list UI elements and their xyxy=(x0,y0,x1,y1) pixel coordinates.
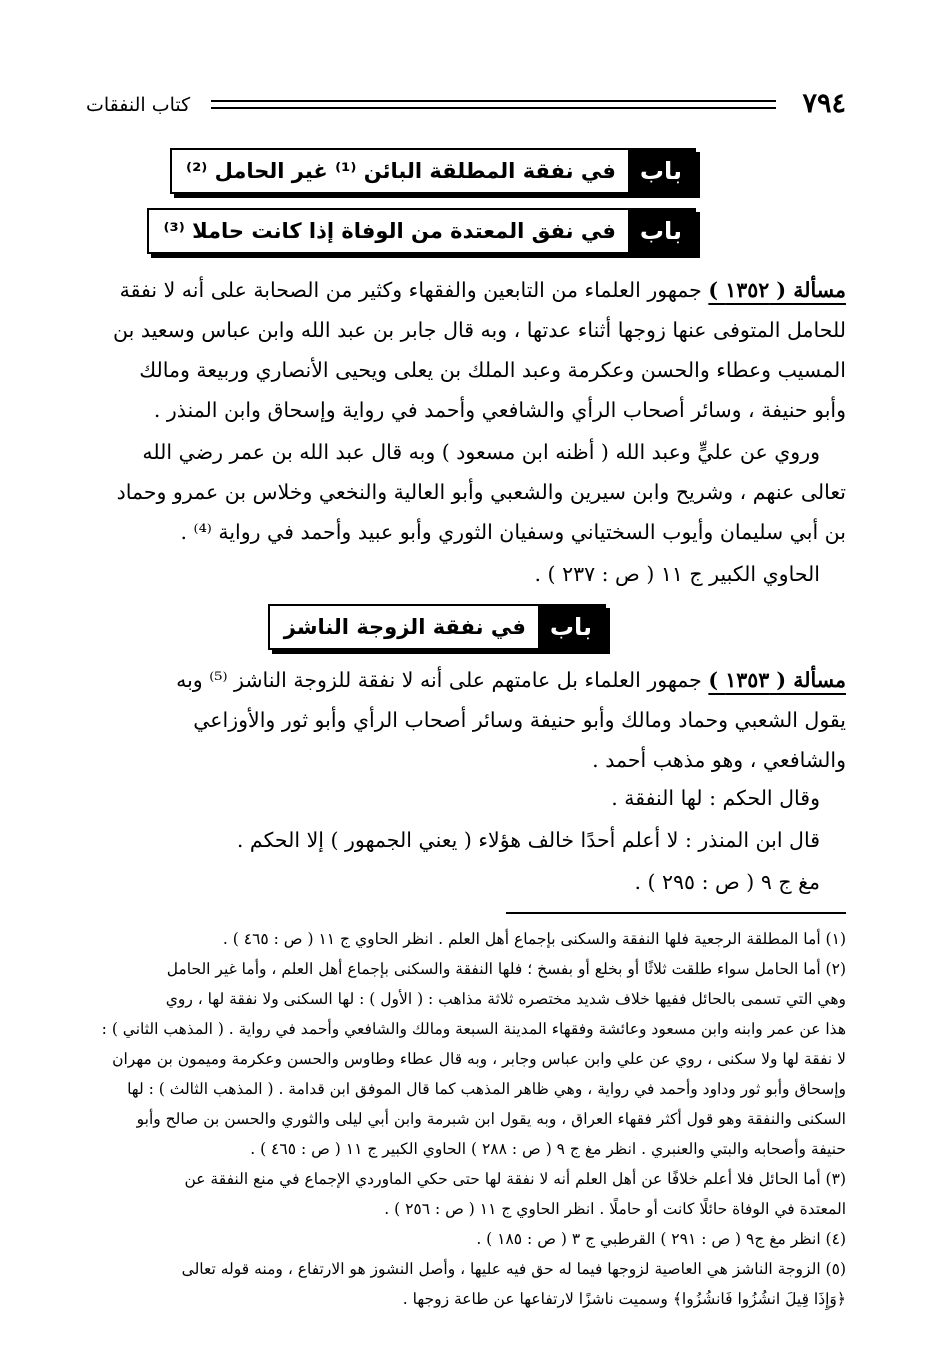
chapter-heading-3 xyxy=(268,604,606,650)
text-line: يقول الشعبي وحماد ومالك وأبو حنيفة وسائر أصحاب الرأي وأبو ثور والأوزاعي xyxy=(193,708,846,732)
chapter-label: باب xyxy=(538,606,604,648)
issue-1352 xyxy=(86,270,846,430)
source-citation: الحاوي الكبير ج ١١ ( ص : ٢٣٧ ) . xyxy=(534,562,820,586)
chapter-label: باب xyxy=(628,150,694,192)
text-line: للحامل المتوفى عنها زوجها أثناء عدتها ، وبه قال جابر بن عبد الله وابن عباس وسعيد بن xyxy=(113,318,846,342)
footnote-line: (١) أما المطلقة الرجعية فلها النفقة والسكنى بإجماع أهل العلم . انظر الحاوي ج ١١ ( ص : ٤٦٥ ) . xyxy=(222,930,846,948)
chapter-title: في نفقة الزوجة الناشز xyxy=(283,615,526,639)
book-title: كتاب النفقات xyxy=(86,94,191,116)
source-citation: مغ ج ٩ ( ص : ٢٩٥ ) . xyxy=(634,870,820,894)
footnote-line: ﴿وَإِذَا قِيلَ انشُزُوا فَانشُزُوا﴾ وسميت ناشزًا لارتفاعها عن طاعة زوجها . xyxy=(402,1290,846,1308)
text-line: بن أبي سليمان وأيوب السختياني وسفيان الثوري وأبو عبيد وأحمد في رواية ⁽⁴⁾ . xyxy=(180,520,846,544)
footnote-line: لا نفقة لها ولا سكنى ، روي عن علي وابن عباس وجابر ، وبه قال عطاء وطاوس والحسن وعكرمة وميمون بن مهران xyxy=(112,1050,846,1068)
footnote-line: حنيفة وأصحابه والبتي والعنبري . انظر مغ ج ٩ ( ص : ٢٨٨ ) الحاوي الكبير ج ١١ ( ص : ٤٦٥ ) . xyxy=(250,1140,846,1158)
issue-1353 xyxy=(86,660,846,780)
running-header xyxy=(86,86,846,126)
page-number: ٧٩٤ xyxy=(802,88,846,119)
chapter-title: في نفقة المطلقة البائن ⁽¹⁾ غير الحامل ⁽²⁾ xyxy=(186,159,616,183)
footnote-line: السكنى والنفقة وهو قول أكثر فقهاء العراق ، وبه يقول ابن شبرمة وابن أبي ليلى والثوري والحسن بن صالح وأبو xyxy=(136,1110,846,1128)
issue-1352-para2 xyxy=(86,432,846,552)
book-page xyxy=(86,86,846,1336)
footnote-line: (٤) انظر مغ ج٩ ( ص : ٢٩١ ) القرطبي ج ٣ ( ص : ١٨٥ ) . xyxy=(476,1230,846,1248)
text-line: المسيب وعطاء والحسن وعكرمة وعبد الملك بن يعلى ويحيى الأنصاري وربيعة ومالك xyxy=(139,358,846,382)
footnote-line: (٥) الزوجة الناشز هي العاصية لزوجها فيما له حق فيه عليها ، وأصل النشوز هو الارتفاع ، ومنه قوله تعالى xyxy=(181,1260,846,1278)
chapter-heading-1 xyxy=(170,148,696,194)
header-rule xyxy=(211,100,776,109)
footnote-line: وإسحاق وأبو ثور وداود وأحمد في رواية ، وهي ظاهر المذهب كما قال الموفق ابن قدامة . ( المذهب الثالث ) : لها xyxy=(127,1080,846,1098)
footnote-line: وهي التي تسمى بالحائل ففيها خلاف شديد مختصره ثلاثة مذاهب : ( الأول ) : لها السكنى ولا نفقة لها ، روي xyxy=(165,990,846,1008)
quote-line: قال ابن المنذر : لا أعلم أحدًا خالف هؤلاء ( يعني الجمهور ) إلا الحكم . xyxy=(236,828,820,852)
text-line: وأبو حنيفة ، وسائر أصحاب الرأي والشافعي وأحمد في رواية وإسحاق وابن المنذر . xyxy=(153,398,846,422)
footnote-line: هذا عن عمر وابنه وابن مسعود وعائشة وفقهاء المدينة السبعة ومالك والشافعي وأحمد في رواية . ( المذهب الثاني ) : xyxy=(101,1020,846,1038)
text-line: والشافعي ، وهو مذهب أحمد . xyxy=(592,748,846,772)
text-line: مسألة ( ١٣٥٣ ) جمهور العلماء بل عامتهم على أنه لا نفقة للزوجة الناشز ⁽⁵⁾ وبه xyxy=(176,668,846,692)
issue-label: مسألة ( ١٣٥٢ ) xyxy=(708,278,846,302)
quote-line: وقال الحكم : لها النفقة . xyxy=(611,786,820,810)
footnotes xyxy=(86,924,846,1314)
issue-label: مسألة ( ١٣٥٣ ) xyxy=(708,668,846,692)
chapter-heading-2 xyxy=(147,208,696,254)
footnote-line: (٢) أما الحامل سواء طلقت ثلاثًا أو بخلع أو بفسخ ؛ فلها النفقة والسكنى بإجماع أهل العلم ، وأما غير الحامل xyxy=(166,960,846,978)
text-line: تعالى عنهم ، وشريح وابن سيرين والشعبي وأبو العالية والنخعي وخلاس بن عمرو وحماد xyxy=(116,480,846,504)
chapter-title: في نفق المعتدة من الوفاة إذا كانت حاملا ⁽³⁾ xyxy=(163,219,616,243)
footnote-line: (٣) أما الحائل فلا أعلم خلافًا عن أهل العلم أنه لا نفقة لها حتى حكي الماوردي الإجماع في منع النفقة عن xyxy=(184,1170,846,1188)
text-line: وروي عن عليٍّ وعبد الله ( أظنه ابن مسعود ) وبه قال عبد الله بن عمر رضي الله xyxy=(142,440,820,464)
text-line: مسألة ( ١٣٥٢ ) جمهور العلماء من التابعين والفقهاء وكثير من الصحابة على أنه لا نفقة xyxy=(119,278,846,302)
footnote-line: المعتدة في الوفاة حائلًا كانت أو حاملًا . انظر الحاوي ج ١١ ( ص : ٢٥٦ ) . xyxy=(384,1200,846,1218)
chapter-label: باب xyxy=(628,210,694,252)
footnote-rule xyxy=(506,912,846,914)
